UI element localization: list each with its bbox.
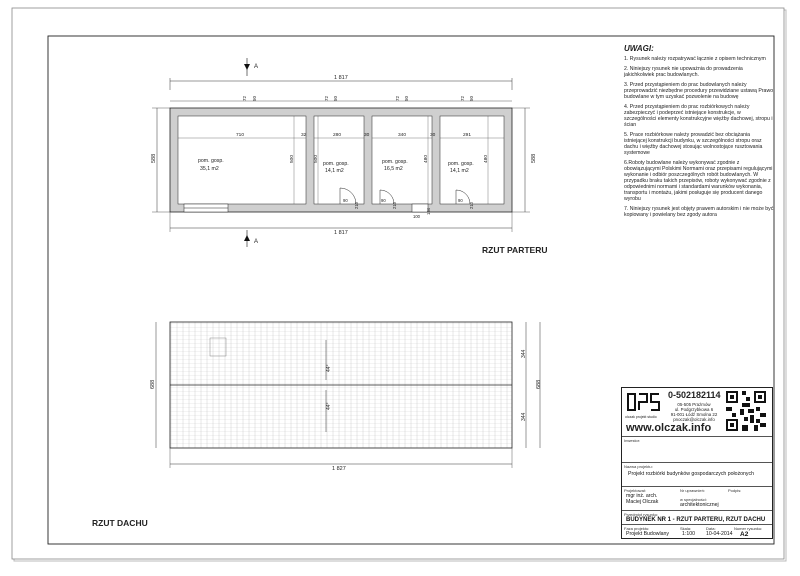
- svg-text:72: 72: [324, 95, 329, 101]
- svg-text:90: 90: [343, 198, 348, 203]
- title-block: [621, 387, 773, 539]
- investor-row: Inwestor:: [622, 436, 772, 463]
- roof-dim-right: 688: [536, 379, 542, 389]
- logo-subtitle: olczak projekt studio: [625, 415, 657, 419]
- roof-slope-top: 44°: [326, 364, 332, 372]
- drawing-name: BUDYNEK NR 1 - RZUT PARTERU, RZUT DACHU: [626, 517, 766, 523]
- svg-text:72: 72: [460, 95, 465, 101]
- qr-code-icon: [726, 391, 766, 431]
- svg-text:210: 210: [354, 202, 359, 209]
- roof-dim-left: 688: [150, 379, 156, 389]
- drawing-name-row: Przedmiot rysunku: BUDYNEK NR 1 - RZUT PARTERU, RZUT DACHU: [622, 510, 772, 525]
- room-2-interior: [314, 116, 364, 204]
- roof-slope-bottom: 44°: [326, 402, 332, 410]
- project-name-row: Nazwa projektu: Projekt rozbiórki budynków gospodarczych położonych: [622, 462, 772, 487]
- room-3-area: 16,5 m2: [384, 166, 403, 172]
- svg-text:500: 500: [290, 154, 295, 163]
- roof-title: RZUT DACHU: [92, 518, 148, 528]
- designer-title: mgr inż. arch.: [626, 493, 658, 499]
- svg-text:210: 210: [469, 202, 474, 209]
- room-1-name: pom. gosp.: [198, 158, 224, 164]
- room-4-area: 14,1 m2: [450, 168, 469, 174]
- dim-height-left: 588: [151, 153, 157, 163]
- dim-total-top: 1 817: [334, 75, 348, 81]
- designer-row: Projektował: mgr inż. arch. Maciej Olczak Nr uprawnień: w specjalności: architektonicznej Podpis:: [622, 486, 772, 511]
- room-1-area: 35,1 m2: [200, 166, 219, 172]
- svg-text:72: 72: [395, 95, 400, 101]
- room-3-name: pom. gosp.: [382, 159, 408, 165]
- svg-text:500: 500: [314, 154, 319, 163]
- svg-text:90: 90: [381, 198, 386, 203]
- note-item: 2. Niniejszy rysunek nie upoważnia do prowadzenia jakichkolwiek prac budowlanych.: [624, 66, 743, 78]
- note-item: 7. Niniejszy rysunek jest objęty prawem autorskim i nie może być kopiowany i powielany bez zgody autora: [624, 206, 774, 218]
- svg-text:30: 30: [430, 133, 436, 138]
- date: 10-04-2014: [706, 531, 733, 537]
- svg-text:480: 480: [484, 154, 489, 163]
- notes-panel: [624, 46, 774, 222]
- svg-text:100: 100: [413, 214, 420, 219]
- roof-dim-total: 1 827: [332, 466, 346, 472]
- company-phone: 0-502182114: [668, 390, 721, 400]
- svg-text:50: 50: [252, 95, 257, 101]
- company-address: 05-505 Prażmów ul. Podgrzybkowa 6 91-001 Łódź Smolna 22 pnoczak@olczak.info: [670, 402, 718, 422]
- svg-text:280: 280: [333, 133, 342, 138]
- svg-text:291: 291: [463, 133, 472, 138]
- svg-text:134: 134: [426, 208, 431, 215]
- roof-dim-split-top: 344: [521, 349, 527, 358]
- svg-text:480: 480: [424, 154, 429, 163]
- svg-text:72: 72: [242, 95, 247, 101]
- designer-name: Maciej Olczak: [626, 499, 659, 505]
- room-2-name: pom. gosp.: [323, 161, 349, 167]
- company-logo: [625, 390, 663, 418]
- svg-text:210: 210: [392, 202, 397, 209]
- scale: 1:100: [682, 531, 695, 537]
- note-item: 3. Przed przystąpieniem do prac budowlanych należy przeprowadzić niezbędne procedury przewidziane ustawą Prawo budowlane w tym uzyskać pozwolenie na budowę: [624, 82, 774, 100]
- room-2-area: 14,1 m2: [325, 168, 344, 174]
- svg-text:340: 340: [398, 133, 407, 138]
- plan-title: RZUT PARTERU: [482, 245, 548, 255]
- note-item: 5. Prace rozbiórkowe należy prowadzić bez obciążania istniejącej konstrukcji budynku, w szczególności stropu oraz dachu i więźby dachowej stosując wolnostojące rusztowania systemowe: [624, 132, 763, 156]
- notes-header: UWAGI:: [624, 44, 654, 53]
- sheet-number: A2: [740, 531, 749, 538]
- specialty: architektonicznej: [680, 502, 719, 508]
- svg-text:90: 90: [458, 198, 463, 203]
- note-item: 4. Przed przystąpieniem do prac rozbiórkowych należy zabezpieczyć i podeprzeć istniejące konstrukcje, w szczególności elementy konstrukcyjne więźby dachowej, stropu i ścian: [624, 104, 773, 128]
- project-phase: Projekt Budowlany: [626, 531, 669, 537]
- note-item: 1. Rysunek należy rozpatrywać łącznie z opisem technicznym: [624, 56, 766, 62]
- dim-height-right: 588: [531, 153, 537, 163]
- project-name: Projekt rozbiórki budynków gospodarczych położonych: [628, 471, 755, 477]
- section-label-bottom: A: [254, 239, 259, 245]
- svg-text:32: 32: [301, 133, 307, 138]
- roof-dim-split-bottom: 344: [521, 412, 527, 421]
- svg-text:50: 50: [333, 95, 338, 101]
- svg-text:50: 50: [404, 95, 409, 101]
- svg-text:30: 30: [364, 133, 370, 138]
- dim-total-bottom: 1 817: [334, 230, 348, 236]
- section-label-top: A: [254, 64, 259, 70]
- svg-text:50: 50: [469, 95, 474, 101]
- room-4-interior: [440, 116, 504, 204]
- room-4-name: pom. gosp.: [448, 161, 474, 167]
- note-item: 6.Roboty budowlane należy wykonywać zgodnie z obowiązującymi Polskimi Normami oraz przepisami regulującymi wykonanie i odbiór poszczególnych robót budowlanych. W przypadku braku takich przepisów, roboty wykonywać zgodnie z odpowiednimi normami i standardami warunków wykonania, transportu i montażu, jakimi posługuje się producent danego wyrobu: [624, 160, 773, 202]
- company-website: www.olczak.info: [626, 422, 712, 434]
- svg-text:710: 710: [236, 133, 245, 138]
- meta-row: Faza projektu: Projekt Budowlany Skala: 1:100 Data: 10-04-2014 Numer rysunku: A2: [622, 524, 772, 539]
